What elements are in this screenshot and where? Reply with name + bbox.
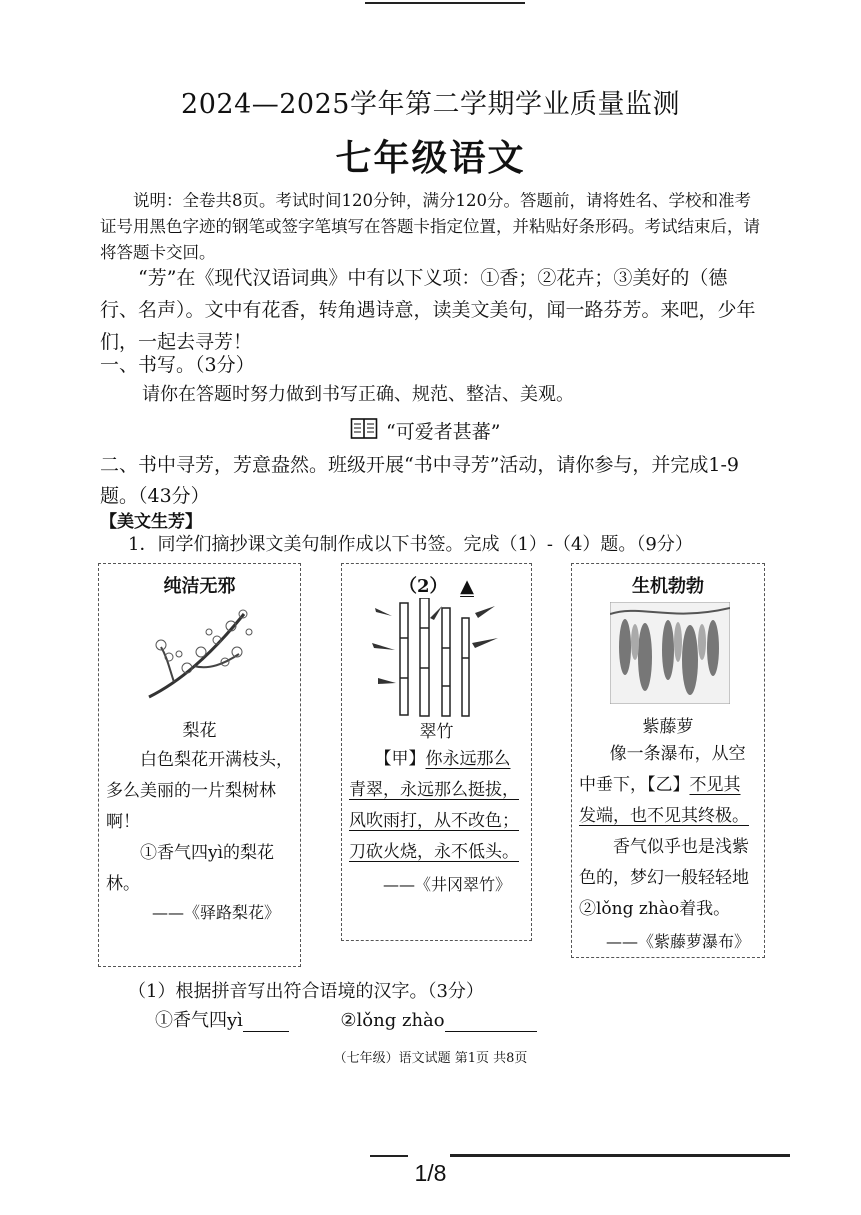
card-title: 生机勃勃 — [632, 576, 704, 597]
card-label: 紫藤萝 — [642, 717, 694, 737]
exam-instructions: 说明：全卷共8页。考试时间120分钟，满分120分。答题前，请将姓名、学校和准考证号用黑色字迹的钢笔或签字笔填写在答题卡指定位置，并粘贴好条形码。考试结束后，请将答题卡交回。 — [100, 191, 760, 262]
scan-mark — [450, 1154, 790, 1157]
card-title: 纯洁无邪 — [163, 576, 236, 597]
card-title: （2） ▲ — [399, 576, 474, 597]
pear-blossom-icon — [139, 602, 269, 707]
card-text: 白色梨花开满枝头，多么美丽的一片梨树林啊！ ①香气四yì的梨花林。 — [106, 750, 293, 894]
card-source: ——《紫藤萝瀑布》 — [605, 932, 750, 951]
answer-blank-b[interactable] — [445, 1013, 537, 1032]
answer-blank-a[interactable] — [243, 1013, 289, 1032]
wisteria-icon — [610, 602, 730, 704]
page-title: 2024—2025学年第二学期学业质量监测 — [181, 89, 680, 120]
card-label: 梨花 — [182, 721, 217, 741]
book-icon — [350, 416, 378, 445]
bookmark-card-wisteria — [571, 563, 765, 958]
card-source: ——《井冈翠竹》 — [382, 875, 511, 894]
question-1: 1．同学们摘抄课文美句制作成以下书签。完成（1）-（4）题。（9分） — [128, 534, 693, 555]
card-text: 像一条瀑布，从空中垂下，【乙】不见其 发端，也不见其终极。 香气似乎也是浅紫色的，梦幻一般轻轻地②lǒng zhào着我。 — [579, 744, 749, 919]
card-label: 翠竹 — [419, 722, 454, 742]
intro-paragraph: “芳”在《现代汉语词典》中有以下义项：①香；②花卉；③美好的（德行、名声）。文中有花香，转角遇诗意，读美文美句，闻一路芬芳。来吧，少年们，一起去寻芳！ — [100, 267, 756, 353]
subsection-label: 【美文生芳】 — [100, 512, 202, 532]
banner — [350, 416, 500, 445]
banner-text: “可爱者甚蕃” — [386, 421, 501, 443]
card-source: ——《驿路梨花》 — [151, 903, 280, 922]
question-1-1: （1）根据拼音写出符合语境的汉字。（3分） — [128, 981, 484, 1002]
page-footer: （七年级）语文试题 第1页 共8页 — [333, 1051, 528, 1066]
section1-desc: 请你在答题时努力做到书写正确、规范、整洁、美观。 — [142, 384, 574, 405]
section2-heading: 二、书中寻芳，芳意盎然。班级开展“书中寻芳”活动，请你参与，并完成1-9题。（43分） — [100, 454, 740, 507]
section1-heading: 一、书写。（3分） — [100, 354, 255, 376]
card-text: 【甲】你永远那么 青翠，永远那么挺拔， 风吹雨打，从不改色； 刀砍火烧，永不低头。 — [349, 749, 519, 862]
scan-mark — [370, 1155, 408, 1157]
page-number: 1/8 — [414, 1160, 447, 1186]
question-1-1-answers: ①香气四yì ②lǒng zhào — [155, 1006, 537, 1032]
scan-mark — [365, 2, 525, 4]
page-subtitle: 七年级语文 — [335, 137, 526, 179]
bookmark-card-pear — [98, 563, 301, 967]
bookmark-card-bamboo — [341, 563, 532, 941]
bamboo-icon — [370, 598, 500, 718]
